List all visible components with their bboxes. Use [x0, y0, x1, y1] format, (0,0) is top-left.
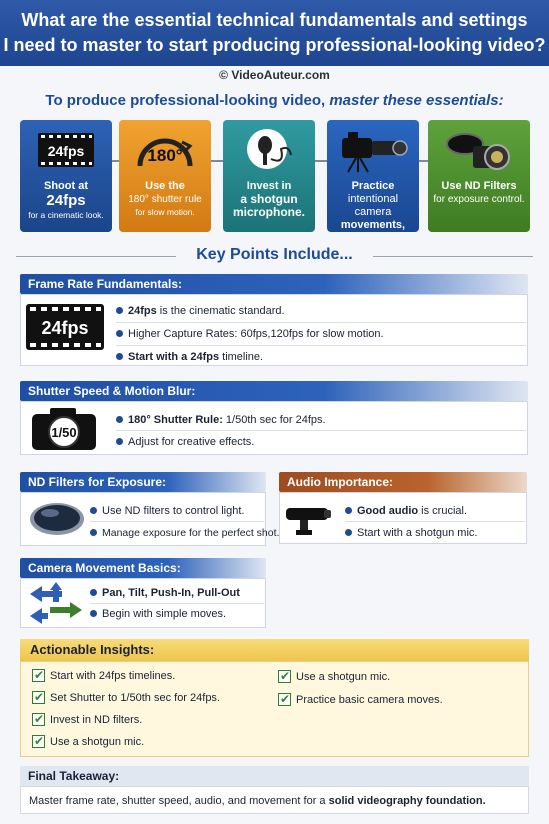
tile-2-line-2: 180° shutter rule — [128, 194, 202, 205]
insight-check-6[interactable] — [278, 693, 443, 707]
frame-rate-bullet-1 — [116, 304, 285, 318]
divider — [90, 603, 264, 604]
divider — [116, 345, 526, 346]
nd-bullet-1 — [90, 504, 244, 518]
essentials-tiles — [20, 120, 530, 232]
divider — [345, 521, 525, 522]
tile-3-line-1: Invest in — [246, 180, 292, 192]
tile-3-line-2: a shotgun — [240, 192, 298, 206]
bullet-bold: 24fps — [128, 305, 157, 317]
shutter-icon-label: 1/50 — [51, 425, 77, 440]
bullet-bold: Pan, Tilt, Push-In, Pull-Out — [102, 587, 240, 599]
frame-rate-header: Frame Rate Fundamentals: — [20, 274, 528, 294]
divider — [116, 430, 526, 431]
bullet-bold: Start with a 24fps — [128, 351, 220, 363]
insight-text: Invest in ND filters. — [50, 714, 143, 726]
shutter-bullet-1 — [116, 413, 326, 427]
insight-check-3[interactable] — [32, 713, 142, 727]
bullet-text: 1/50th sec for 24fps. — [222, 414, 326, 426]
tile-24fps — [20, 120, 112, 232]
bullet-text: timeline. — [219, 351, 264, 363]
tile-2-line-1: Use the — [145, 180, 185, 192]
insight-text: Start with 24fps timelines. — [50, 670, 176, 682]
film-strip-icon — [38, 133, 94, 167]
bullet-text: Higher Capture Rates: 60fps,120fps for slow motion. — [128, 328, 384, 340]
bullet-text: Adjust for creative effects. — [128, 436, 255, 448]
tile-2-line-3: for slow motion. — [135, 207, 195, 217]
insights-header: Actionable Insights: — [20, 639, 529, 661]
checkbox-checked-icon[interactable] — [278, 693, 291, 706]
insight-text: Use a shotgun mic. — [50, 736, 145, 748]
audio-bullet-1 — [345, 504, 467, 518]
intro-lead: To produce professional-looking video, — [45, 92, 330, 109]
insight-check-4[interactable] — [32, 735, 144, 749]
bullet-text: Manage exposure for the perfect shot. — [102, 527, 280, 539]
insight-text: Set Shutter to 1/50th sec for 24fps. — [50, 692, 220, 704]
title-line-2: I need to master to start producing professional-looking video? — [3, 35, 546, 55]
shutter-header: Shutter Speed & Motion Blur: — [20, 381, 528, 401]
microphone-icon — [241, 125, 297, 175]
bullet-text: is the cinematic standard. — [156, 305, 285, 317]
bullet-bold: 180° Shutter Rule: — [128, 414, 223, 426]
insight-text: Use a shotgun mic. — [296, 671, 391, 683]
tile-1-line-3: for a cinematic look. — [28, 210, 104, 220]
bullet-text: is crucial. — [418, 505, 468, 517]
tile-shutter — [119, 120, 211, 232]
tile-nd-filters — [428, 120, 530, 232]
frame-rate-bullet-3 — [116, 350, 263, 364]
tile-5-line-2: for exposure control. — [433, 194, 525, 205]
tile-4-line-1: Practice — [351, 180, 395, 192]
tile-1-line-1: Shoot at — [44, 180, 88, 192]
tile-4-line-3: movements, — [340, 219, 406, 231]
audio-bullet-2 — [345, 526, 477, 540]
checkbox-checked-icon[interactable] — [32, 735, 45, 748]
film-strip-icon — [26, 304, 104, 350]
takeaway-header: Final Takeaway: — [20, 766, 529, 786]
bullet-text: Start with a shotgun mic. — [357, 527, 478, 539]
movement-bullet-2 — [90, 607, 226, 621]
audio-header: Audio Importance: — [279, 472, 527, 492]
bullet-text: Begin with simple moves. — [102, 608, 227, 620]
movement-bullet-1 — [90, 586, 240, 600]
checkbox-checked-icon[interactable] — [278, 670, 291, 683]
key-points-title: Key Points Include... — [0, 246, 549, 264]
bullet-text: Use ND filters to control light. — [102, 505, 245, 517]
frame-rate-icon-label: 24fps — [41, 318, 89, 338]
movement-arrows-icon — [28, 582, 84, 624]
tile-microphone — [223, 120, 315, 232]
tile-3-line-3: microphone. — [232, 205, 305, 219]
takeaway-body — [20, 786, 529, 814]
insight-text: Practice basic camera moves. — [296, 694, 443, 706]
tile-art-label-2: 180° — [147, 146, 183, 165]
camera-icon — [30, 404, 98, 452]
checkbox-checked-icon[interactable] — [32, 691, 45, 704]
insight-check-2[interactable] — [32, 691, 220, 705]
shotgun-mic-icon — [284, 500, 334, 540]
frame-rate-bullet-2 — [116, 327, 384, 341]
site-credit[interactable]: © VideoAuteur.com — [219, 68, 330, 82]
checkbox-checked-icon[interactable] — [32, 713, 45, 726]
intro-text — [0, 92, 549, 109]
tile-4-line-2: intentional camera — [347, 193, 399, 218]
video-camera-icon — [338, 126, 408, 174]
takeaway-bold: solid videography foundation. — [328, 795, 486, 807]
intro-emphasis: master these essentials: — [329, 92, 504, 109]
movement-header: Camera Movement Basics: — [20, 558, 266, 578]
nd-header: ND Filters for Exposure: — [20, 472, 266, 492]
bullet-bold: Good audio — [357, 505, 419, 517]
tile-camera-movement — [327, 120, 419, 232]
lens-filter-icon — [443, 126, 515, 174]
tile-5-line-1: Use ND Filters — [441, 180, 517, 192]
page-header — [0, 0, 549, 66]
nd-bullet-2 — [90, 526, 279, 540]
shutter-dial-icon — [134, 128, 196, 172]
checkbox-checked-icon[interactable] — [32, 669, 45, 682]
divider — [116, 322, 526, 323]
insight-check-1[interactable] — [32, 669, 175, 683]
insight-check-5[interactable] — [278, 670, 390, 684]
title-line-1: What are the essential technical fundamentals and settings — [21, 10, 528, 30]
divider — [90, 521, 264, 522]
tile-art-label-1: 24fps — [47, 143, 85, 159]
tile-1-line-2: 24fps — [46, 192, 86, 209]
takeaway-text: Master frame rate, shutter speed, audio, and movement for a — [29, 795, 329, 807]
nd-filter-icon — [28, 500, 86, 538]
shutter-bullet-2 — [116, 435, 254, 449]
